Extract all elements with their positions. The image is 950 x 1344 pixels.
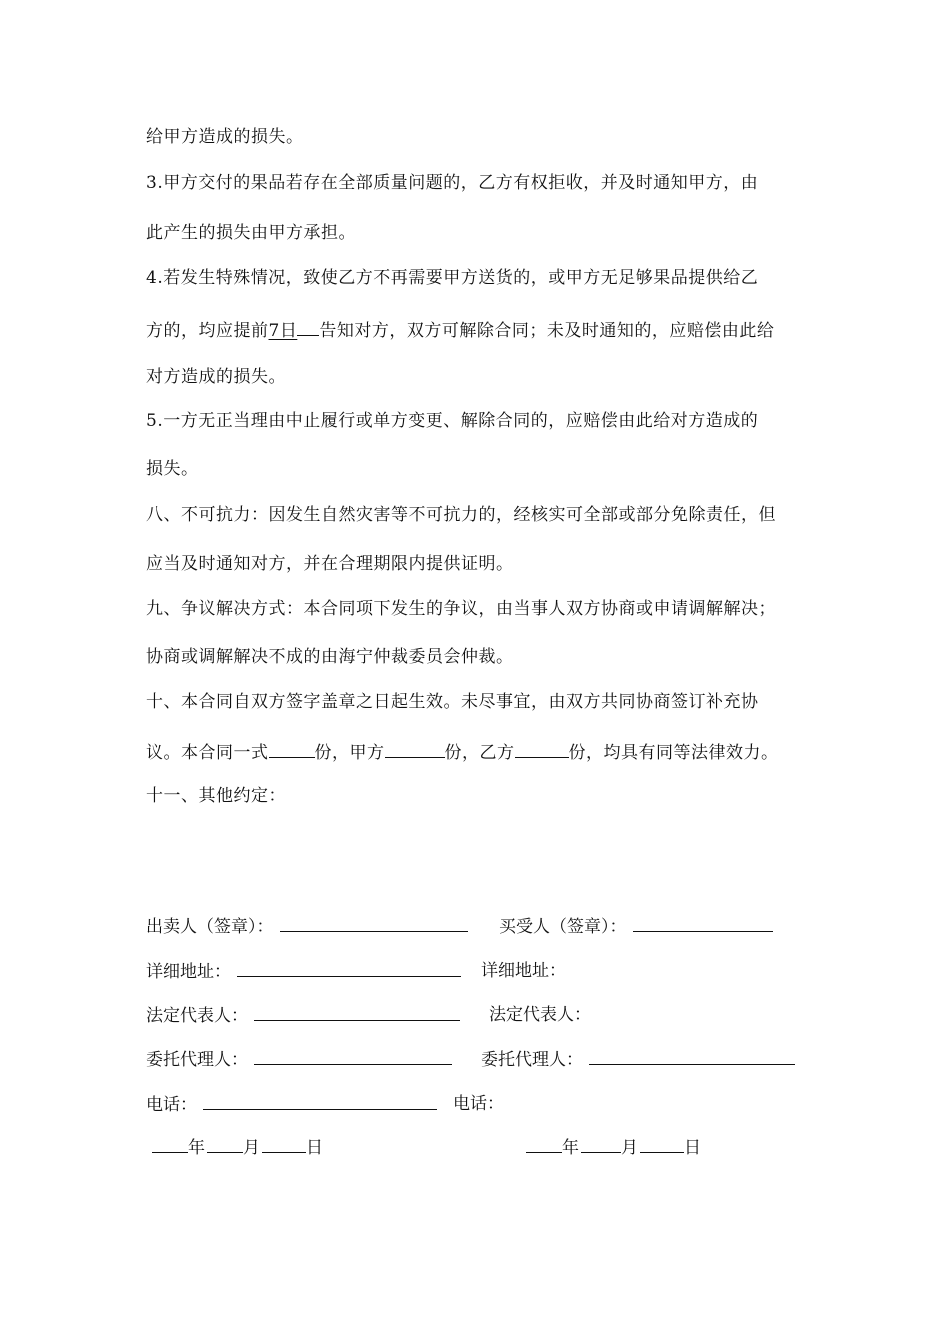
buyer-year-label: 年 (562, 1138, 579, 1158)
buyer-month-line[interactable] (581, 1136, 621, 1153)
copies-party-a-blank (385, 739, 445, 758)
paragraph-line: 十、本合同自双方签字盖章之日起生效。未尽事宜，由双方共同协商签订补充协 (146, 692, 759, 712)
seller-address-label: 详细地址： (146, 962, 231, 982)
buyer-agent-field (481, 1048, 795, 1071)
seller-address-line[interactable] (237, 960, 461, 977)
buyer-signature-line[interactable] (633, 915, 773, 932)
copies-total-blank (269, 739, 315, 758)
seller-month-line[interactable] (207, 1136, 243, 1153)
seller-year-label: 年 (188, 1138, 205, 1158)
paragraph-line: 八、不可抗力：因发生自然灾害等不可抗力的，经核实可全部或部分免除责任，但 (146, 505, 776, 525)
notice-days: 7日 (268, 321, 298, 341)
seller-label: 出卖人（签章）： (146, 917, 274, 937)
paragraph-line: 5.一方无正当理由中止履行或单方变更、解除合同的，应赔偿由此给对方造成的 (146, 411, 759, 431)
paragraph-line: 九、争议解决方式：本合同项下发生的争议，由当事人双方协商或申请调解解决； (146, 599, 776, 619)
paragraph-line: 3.甲方交付的果品若存在全部质量问题的，乙方有权拒收，并及时通知甲方，由 (146, 173, 759, 193)
paragraph-line: 应当及时通知对方，并在合理期限内提供证明。 (146, 554, 514, 574)
buyer-agent-label: 委托代理人： (481, 1050, 583, 1070)
paragraph-line: 十一、其他约定： (146, 786, 286, 806)
seller-agent-line[interactable] (254, 1048, 452, 1065)
buyer-phone-label: 电话： (453, 1094, 504, 1114)
seller-signature-line[interactable] (280, 915, 468, 932)
seller-agent-field (146, 1048, 452, 1071)
seller-phone-line[interactable] (203, 1093, 437, 1110)
buyer-month-label: 月 (621, 1138, 638, 1158)
copies-line (146, 739, 779, 764)
seller-phone-label: 电话： (146, 1095, 197, 1115)
buyer-day-label: 日 (684, 1138, 701, 1158)
seller-date-field (152, 1136, 323, 1159)
seller-address-field (146, 960, 461, 983)
copies-party-b-blank (515, 739, 569, 758)
buyer-legal-rep-field (489, 1004, 591, 1026)
buyer-agent-line[interactable] (589, 1048, 795, 1065)
seller-day-label: 日 (306, 1138, 323, 1158)
buyer-year-line[interactable] (526, 1136, 562, 1153)
seller-legal-rep-label: 法定代表人： (146, 1006, 248, 1026)
paragraph-line: 4.若发生特殊情况，致使乙方不再需要甲方送货的，或甲方无足够果品提供给乙 (146, 268, 759, 288)
seller-phone-field (146, 1093, 437, 1116)
buyer-phone-field (453, 1093, 504, 1115)
paragraph-line: 给甲方造成的损失。 (146, 127, 304, 147)
seller-day-line[interactable] (262, 1136, 306, 1153)
notice-after: 告知对方，双方可解除合同；未及时通知的，应赔偿由此给 (319, 321, 775, 341)
seller-signature-field (146, 915, 468, 938)
paragraph-line: 对方造成的损失。 (146, 367, 286, 387)
buyer-legal-rep-label: 法定代表人： (489, 1005, 591, 1025)
buyer-day-line[interactable] (640, 1136, 684, 1153)
buyer-address-field (481, 960, 566, 982)
buyer-signature-field (499, 915, 773, 938)
notice-before: 方的，均应提前 (146, 321, 269, 341)
buyer-address-label: 详细地址： (481, 961, 566, 981)
buyer-date-field (526, 1136, 701, 1159)
seller-year-line[interactable] (152, 1136, 188, 1153)
paragraph-line: 此产生的损失由甲方承担。 (146, 223, 356, 243)
copies-part4: 份，均具有同等法律效力。 (568, 743, 779, 763)
seller-month-label: 月 (243, 1138, 260, 1158)
buyer-label: 买受人（签章）： (499, 917, 627, 937)
copies-part1: 议。本合同一式 (146, 743, 269, 763)
paragraph-line: 协商或调解解决不成的由海宁仲裁委员会仲裁。 (146, 647, 514, 667)
notice-line (146, 317, 774, 342)
copies-part2: 份，甲方 (314, 743, 385, 763)
seller-agent-label: 委托代理人： (146, 1050, 248, 1070)
notice-blank (297, 317, 319, 336)
copies-part3: 份，乙方 (444, 743, 515, 763)
seller-legal-rep-field (146, 1004, 460, 1027)
paragraph-line: 损失。 (146, 459, 199, 479)
seller-legal-rep-line[interactable] (254, 1004, 460, 1021)
